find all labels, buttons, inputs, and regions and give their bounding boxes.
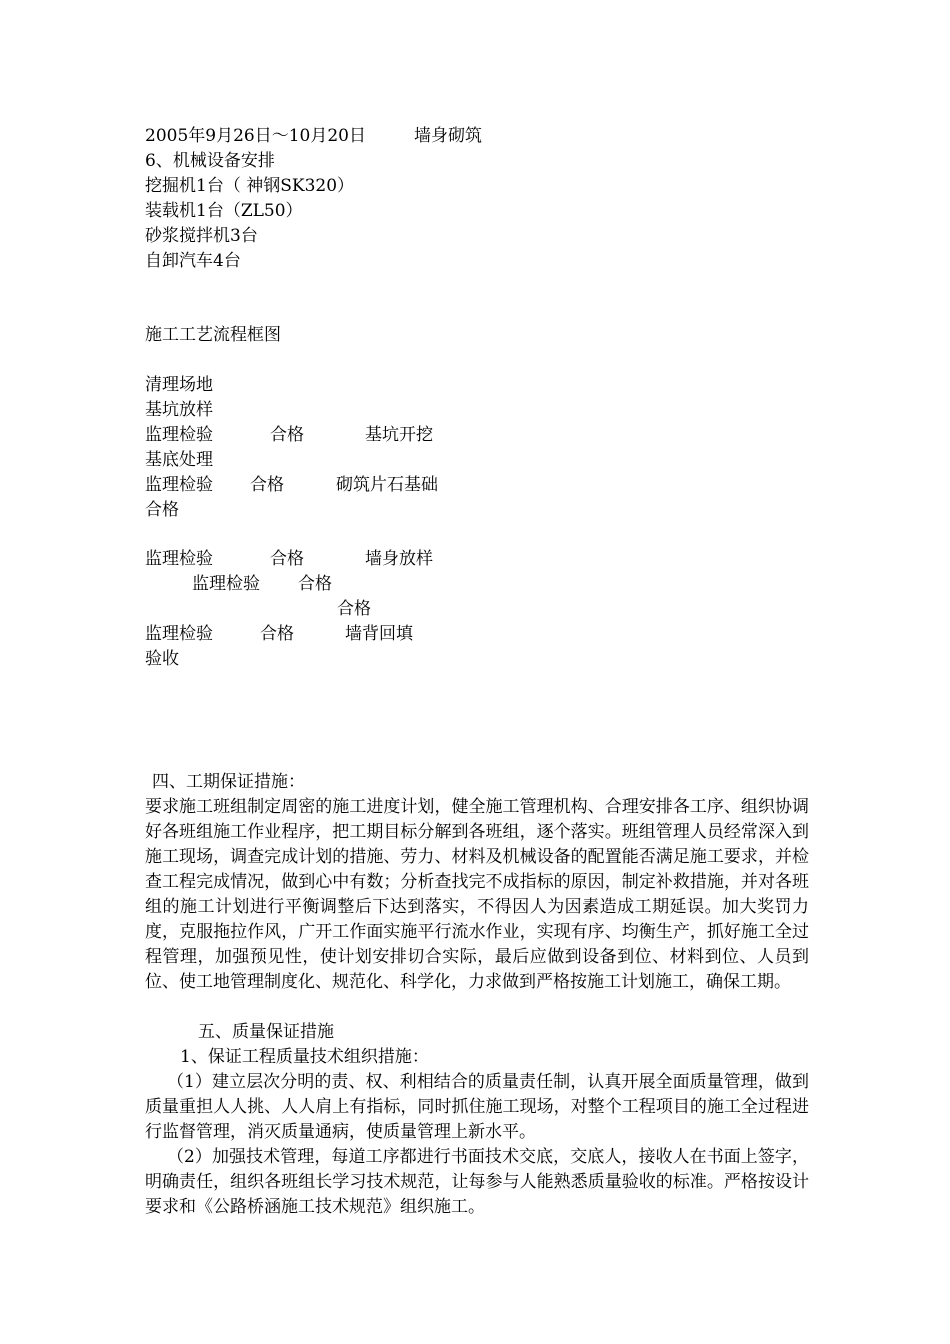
flow-step: 墙身放样	[365, 549, 433, 569]
flow-pass: 合格	[337, 599, 371, 619]
flow-pass: 合格	[298, 574, 332, 594]
flow-final: 验收	[145, 649, 179, 669]
flowchart-title: 施工工艺流程框图	[145, 325, 281, 345]
flow-step: 砌筑片石基础	[336, 475, 438, 495]
schedule-task: 墙身砌筑	[414, 126, 482, 146]
flow-step: 墙背回填	[345, 624, 413, 644]
flow-pass: 合格	[270, 425, 304, 445]
flow-pass: 合格	[250, 475, 284, 495]
flow-pass: 合格	[260, 624, 294, 644]
flow-step: 基坑开挖	[365, 425, 433, 445]
flow-pass: 合格	[270, 549, 304, 569]
flow-step: 基底处理	[145, 450, 213, 470]
equipment-item: 装载机1台（ZL50）	[145, 201, 303, 221]
section-body: 要求施工班组制定周密的施工进度计划，健全施工管理机构、合理安排各工序、组织协调好各班组施工作业程序，把工期目标分解到各班组，逐个落实。班组管理人员经常深入到施工现场，调查完成计划的措施、劳力、材料及机械设备的配置能否满足施工要求，并检查工程完成情况，做到心中有数；分析查找完不成指标的原因，制定补救措施，并对各班组的施工计划进行平衡调整后下达到落实，不得因人为因素造成工期延误。加大奖罚力度，克服拖拉作风，广开工作面实施平行流水作业，实现有序、均衡生产，抓好施工全过程管理，加强预见性，使计划安排切合实际，最后应做到设备到位、材料到位、人员到位、使工地管理制度化、规范化、科学化，力求做到严格按施工计划施工，确保工期。	[145, 797, 809, 992]
flow-check: 监理检验	[192, 574, 260, 594]
section-heading: 五、质量保证措施	[198, 1022, 334, 1042]
flow-check: 监理检验	[145, 549, 213, 569]
measure-paragraph: （1）建立层次分明的责、权、利相结合的质量责任制，认真开展全面质量管理，做到质量重担人人挑、人人肩上有指标，同时抓住施工现场，对整个工程项目的施工全过程进行监督管理，消灭质量通病，使质量管理上新水平。	[145, 1072, 809, 1142]
flow-step: 基坑放样	[145, 400, 213, 420]
flow-step: 清理场地	[145, 375, 213, 395]
flow-check: 监理检验	[145, 475, 213, 495]
equipment-item: 砂浆搅拌机3台	[145, 226, 258, 246]
subsection-heading: 1、保证工程质量技术组织措施：	[180, 1047, 429, 1067]
section-heading: 四、工期保证措施：	[152, 772, 305, 792]
flow-pass: 合格	[145, 500, 179, 520]
equipment-heading: 6、机械设备安排	[145, 151, 275, 171]
flow-check: 监理检验	[145, 624, 213, 644]
equipment-item: 挖掘机1台（ 神钢SK320）	[145, 176, 355, 196]
equipment-item: 自卸汽车4台	[145, 251, 241, 271]
schedule-date: 2005年9月26日～10月20日	[145, 126, 366, 146]
measure-paragraph: （2）加强技术管理，每道工序都进行书面技术交底，交底人，接收人在书面上签字，明确责任，组织各班组长学习技术规范，让每参与人能熟悉质量验收的标准。严格按设计要求和《公路桥涵施工技术规范》组织施工。	[145, 1147, 809, 1217]
flow-check: 监理检验	[145, 425, 213, 445]
